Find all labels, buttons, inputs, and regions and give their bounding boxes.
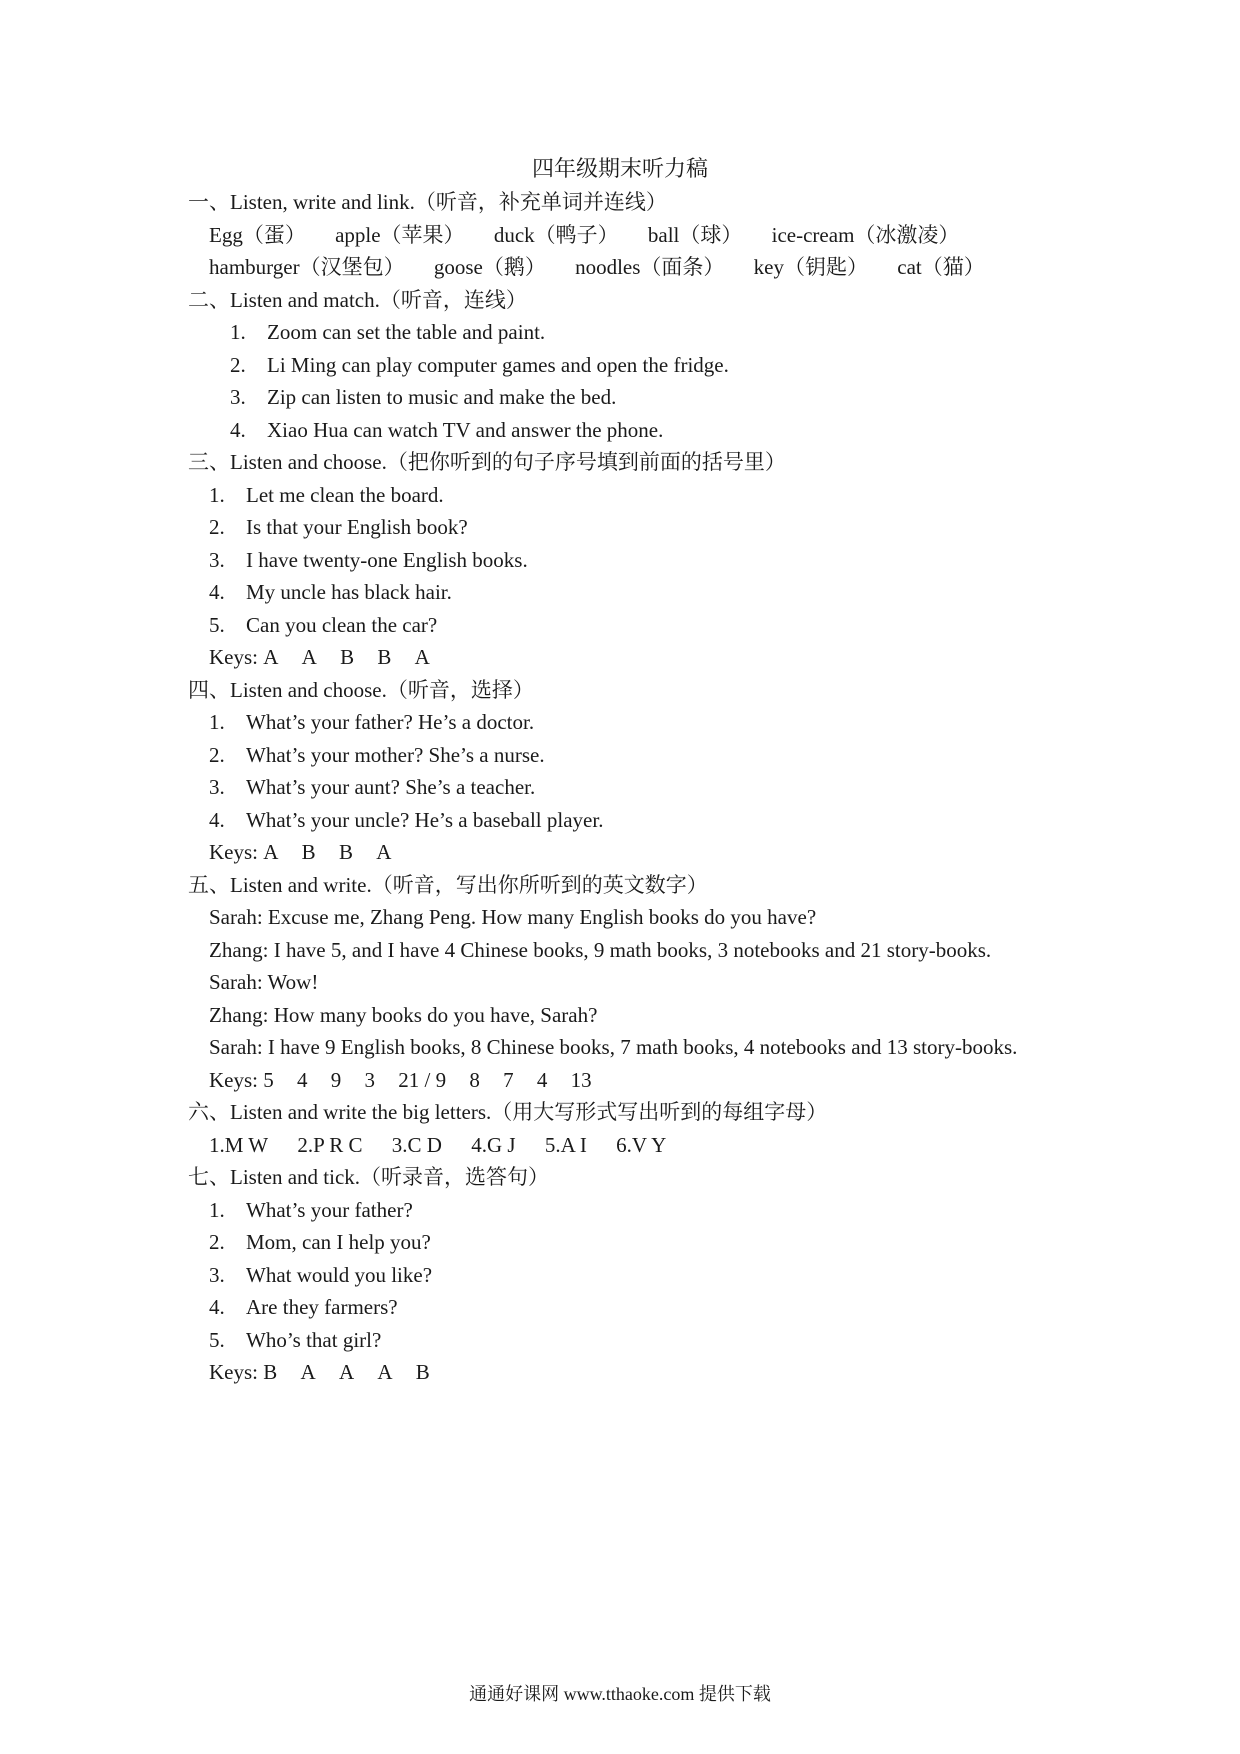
list-item (188, 609, 1148, 642)
keys-label: Keys: (209, 1360, 258, 1384)
list-item (188, 544, 1148, 577)
keys-label: Keys: (209, 840, 258, 864)
list-item (188, 576, 1148, 609)
word-item: ice-cream（冰激凌） (771, 222, 960, 247)
word-item: hamburger（汉堡包） (209, 255, 405, 279)
list-item (188, 804, 1148, 837)
key-item: 9 (330, 1067, 342, 1092)
key-item: A (414, 645, 430, 669)
section-2-heading: 二、Listen and match.（听音，连线） (188, 287, 527, 312)
item-number: 2. (209, 742, 225, 767)
item-number: 2. (230, 352, 246, 377)
word-item: duck（鸭子） (493, 222, 619, 247)
item-text: Xiao Hua can watch TV and answer the phone. (267, 417, 664, 442)
item-text: What’s your mother? She’s a nurse. (246, 742, 545, 767)
list-item (188, 771, 1148, 804)
list-item (188, 349, 1148, 382)
item-text: What’s your father? (246, 1197, 413, 1222)
section-4-heading: 四、Listen and choose.（听音，选择） (188, 677, 534, 702)
dialogue-line: Sarah: Excuse me, Zhang Peng. How many English books do you have? (209, 905, 817, 929)
key-item: A (376, 840, 392, 864)
answer-keys (188, 836, 1148, 869)
item-text: Are they farmers? (246, 1295, 398, 1319)
key-item: 21 / 9 (398, 1067, 447, 1092)
word-row-2 (188, 251, 1148, 284)
list-item (188, 1259, 1148, 1292)
item-number: 2. (209, 515, 225, 539)
item-number: 3. (209, 1262, 225, 1287)
list-item (188, 414, 1148, 447)
dialogue-line: Sarah: I have 9 English books, 8 Chinese books, 7 math books, 4 notebooks and 13 story-books. (209, 1035, 1018, 1059)
keys-label: Keys: (209, 1067, 258, 1092)
key-item: A (377, 1360, 393, 1384)
word-item: Egg（蛋） (209, 222, 306, 247)
key-item: B (415, 1360, 430, 1384)
key-item: B (301, 840, 316, 864)
key-item: B (263, 1360, 278, 1384)
key-item: 13 (570, 1067, 592, 1092)
list-item (188, 381, 1148, 414)
word-row-1 (188, 219, 1148, 252)
word-item: goose（鹅） (433, 255, 546, 279)
item-text: What’s your uncle? He’s a baseball player. (246, 807, 604, 832)
item-text: What’s your father? He’s a doctor. (246, 710, 535, 734)
item-number: 1. (209, 1197, 225, 1222)
section-5-heading: 五、Listen and write.（听音，写出你所听到的英文数字） (188, 872, 708, 897)
word-item: noodles（面条） (575, 255, 725, 279)
item-text: Li Ming can play computer games and open the fridge. (267, 352, 729, 377)
key-item: 4 (297, 1067, 308, 1092)
list-item (188, 1194, 1148, 1227)
dialogue-line: Zhang: I have 5, and I have 4 Chinese books, 9 math books, 3 notebooks and 21 story-books. (209, 937, 992, 962)
key-item: B (377, 645, 392, 669)
section-6-heading: 六、Listen and write the big letters.（用大写形式写出听到的每组字母） (188, 1100, 828, 1124)
item-number: 1. (230, 320, 246, 344)
page-title: 四年级期末听力稿 (531, 156, 708, 181)
item-number: 3. (230, 385, 246, 409)
keys-label: Keys: (209, 645, 258, 669)
answer-keys (188, 1356, 1148, 1389)
letter-item: 6.V Y (616, 1132, 667, 1157)
letter-item: 1.M W (209, 1132, 269, 1157)
dialogue-line: Sarah: Wow! (209, 970, 319, 994)
word-item: ball（球） (647, 222, 743, 247)
dialogue-line: Zhang: How many books do you have, Sarah? (209, 1002, 598, 1027)
item-number: 5. (209, 1327, 225, 1352)
list-item (188, 511, 1148, 544)
item-text: Mom, can I help you? (246, 1230, 431, 1254)
letter-answers (188, 1129, 1148, 1162)
item-number: 2. (209, 1230, 225, 1254)
word-item: key（钥匙） (753, 255, 868, 279)
key-item: 3 (364, 1067, 375, 1092)
item-text: Zip can listen to music and make the bed. (267, 385, 617, 409)
list-item (188, 706, 1148, 739)
key-item: A (300, 1360, 316, 1384)
answer-keys (188, 641, 1148, 674)
list-item (188, 1324, 1148, 1357)
item-number: 4. (209, 580, 225, 604)
list-item (188, 1291, 1148, 1324)
item-text: Can you clean the car? (246, 612, 438, 637)
section-3-heading: 三、Listen and choose.（把你听到的句子序号填到前面的括号里） (188, 450, 786, 474)
item-text: Who’s that girl? (246, 1327, 382, 1352)
list-item (188, 1226, 1148, 1259)
item-number: 5. (209, 612, 225, 637)
letter-item: 2.P R C (297, 1132, 363, 1157)
section-1-heading: 一、Listen, write and link.（听音，补充单词并连线） (188, 190, 667, 214)
letter-item: 5.A I (544, 1132, 587, 1157)
item-text: I have twenty-one English books. (246, 547, 528, 572)
item-number: 1. (209, 710, 225, 734)
key-item: B (340, 645, 355, 669)
item-number: 3. (209, 775, 225, 799)
list-item (188, 316, 1148, 349)
letter-item: 4.G J (471, 1132, 516, 1157)
key-item: A (263, 645, 279, 669)
word-item: cat（猫） (897, 255, 985, 279)
section-7-heading: 七、Listen and tick.（听录音，选答句） (188, 1165, 550, 1189)
key-item: 4 (536, 1067, 548, 1092)
item-number: 4. (209, 807, 225, 832)
key-item: B (338, 840, 353, 864)
key-item: 8 (469, 1067, 480, 1092)
key-item: 7 (503, 1067, 514, 1092)
key-item: A (338, 1360, 355, 1384)
word-item: apple（苹果） (335, 222, 465, 247)
page-footer: 通通好课网 www.tthaoke.com 提供下载 (469, 1684, 771, 1704)
item-text: What would you like? (246, 1262, 433, 1287)
item-text: What’s your aunt? She’s a teacher. (246, 775, 536, 799)
item-text: My uncle has black hair. (246, 580, 452, 604)
answer-keys (188, 1064, 1148, 1097)
list-item (188, 479, 1148, 512)
item-text: Let me clean the board. (246, 482, 444, 507)
item-text: Zoom can set the table and paint. (267, 320, 546, 344)
item-number: 4. (230, 417, 246, 442)
list-item (188, 739, 1148, 772)
item-number: 4. (209, 1295, 225, 1319)
key-item: A (263, 840, 279, 864)
item-text: Is that your English book? (246, 515, 468, 539)
letter-item: 3.C D (391, 1132, 442, 1157)
document-body (188, 186, 1148, 1389)
item-number: 1. (209, 482, 225, 507)
item-number: 3. (209, 547, 225, 572)
key-item: 5 (263, 1067, 274, 1092)
key-item: A (301, 645, 317, 669)
